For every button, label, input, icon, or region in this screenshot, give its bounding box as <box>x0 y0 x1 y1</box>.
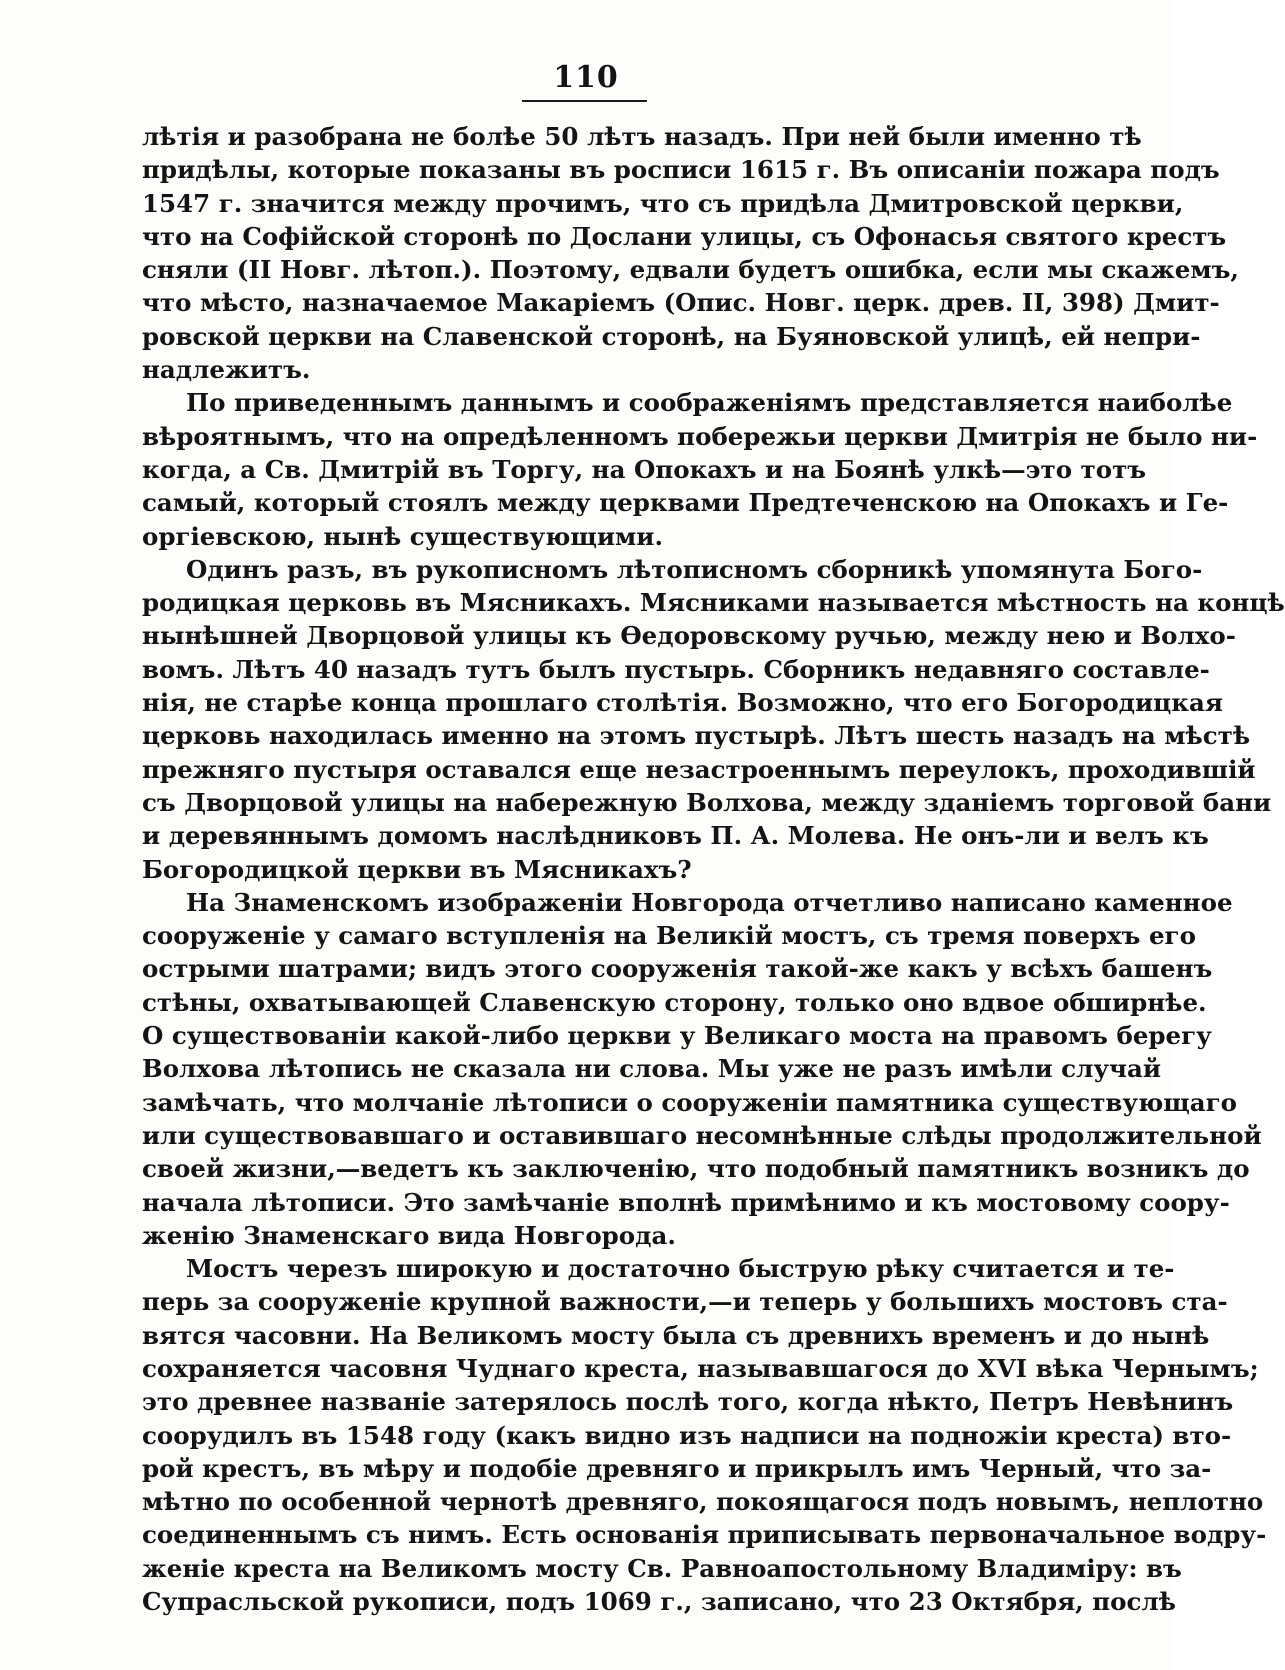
text-line: что на Софійской сторонѣ по Дослани улицы, съ Офонасья святого крестъ <box>142 221 1227 251</box>
text-line: оргіевскою, нынѣ существующими. <box>142 521 664 551</box>
text-line: это древнее названіе затерялось послѣ того, когда нѣкто, Петръ Невѣнинъ <box>142 1387 1234 1417</box>
text-line: самый, который стоялъ между церквами Предтеченскою на Опокахъ и Ге- <box>142 488 1229 518</box>
text-line: съ Дворцовой улицы на набережную Волхова, между зданіемъ торговой бани <box>142 787 1272 817</box>
text-line: Богородицкой церкви въ Мясникахъ? <box>142 854 692 884</box>
text-line: Супрасльской рукописи, подъ 1069 г., записано, что 23 Октября, послѣ <box>142 1587 1176 1617</box>
text-line: стѣны, охватывающей Славенскую сторону, только оно вдвое обширнѣе. <box>142 987 1207 1017</box>
text-line: родицкая церковь въ Мясникахъ. Мясниками называется мѣстность на концѣ <box>142 588 1285 618</box>
text-line: сняли (II Новг. лѣтоп.). Поэтому, едвали будетъ ошибка, если мы скажемъ, <box>142 255 1239 285</box>
page-number: 110 <box>553 60 619 95</box>
text-line: вятся часовни. На Великомъ мосту была съ древнихъ временъ и до нынѣ <box>142 1320 1210 1350</box>
text-line: На Знаменскомъ изображеніи Новгорода отчетливо написано каменное <box>186 887 1233 917</box>
text-line: что мѣсто, назначаемое Макаріемъ (Опис. Новг. церк. древ. II, 398) Дмит- <box>142 288 1220 318</box>
text-line: 1547 г. значится между прочимъ, что съ придѣла Дмитровской церкви, <box>142 188 1184 218</box>
text-line: Одинъ разъ, въ рукописномъ лѣтописномъ сборникѣ упомянута Бого- <box>186 554 1203 584</box>
text-line: рой крестъ, въ мѣру и подобіе древняго и прикрылъ имъ Черный, что за- <box>142 1453 1212 1483</box>
text-line: мѣтно по особенной чернотѣ древняго, покоящагося подъ новымъ, неплотно <box>142 1487 1264 1517</box>
text-line: и деревяннымъ домомъ наслѣдниковъ П. А. Молева. Не онъ-ли и велъ къ <box>142 821 1209 851</box>
text-line: нынѣшней Дворцовой улицы къ Ѳедоровскому ручью, между нею и Волхо- <box>142 621 1236 651</box>
text-line: острыми шатрами; видъ этого сооруженія такой-же какъ у всѣхъ башенъ <box>142 954 1213 984</box>
paragraph <box>142 120 1239 386</box>
text-line: Мостъ черезъ широкую и достаточно быструю рѣку считается и те- <box>186 1254 1175 1284</box>
text-line: О существованіи какой-либо церкви у Великаго моста на правомъ берегу <box>142 1021 1212 1051</box>
text-line: женію Знаменскаго вида Новгорода. <box>142 1220 676 1250</box>
text-line: сохраняется часовня Чуднаго креста, называвшагося до XVI вѣка Чернымъ; <box>142 1353 1259 1383</box>
text-line: своей жизни,—ведетъ къ заключенію, что подобный памятникъ возникъ до <box>142 1154 1250 1184</box>
text-line: вѣроятнымъ, что на опредѣленномъ побережьи церкви Дмитрія не было ни- <box>142 421 1258 451</box>
text-line: надлежитъ. <box>142 355 311 385</box>
text-line: соорудилъ въ 1548 году (какъ видно изъ надписи на подножіи креста) вто- <box>142 1420 1232 1450</box>
text-line: начала лѣтописи. Это замѣчаніе вполнѣ примѣнимо и къ мостовому соору- <box>142 1187 1230 1217</box>
text-line: сооруженіе у самаго вступленія на Великій мостъ, съ тремя поверхъ его <box>142 921 1196 951</box>
text-line: По приведеннымъ даннымъ и соображеніямъ представляется наиболѣе <box>186 388 1233 418</box>
paragraph <box>142 553 1285 886</box>
body-text <box>142 120 1285 1618</box>
text-line: женіе креста на Великомъ мосту Св. Равноапостольному Владиміру: въ <box>142 1553 1182 1583</box>
text-line: нія, не старѣе конца прошлаго столѣтія. Возможно, что его Богородицкая <box>142 688 1223 718</box>
text-line: когда, а Св. Дмитрій въ Торгу, на Опокахъ и на Боянѣ улкѣ—это тотъ <box>142 454 1147 484</box>
text-line: церковь находилась именно на этомъ пустырѣ. Лѣтъ шесть назадъ на мѣстѣ <box>142 721 1251 751</box>
header-rule <box>522 100 647 102</box>
text-line: Волхова лѣтопись не сказала ни слова. Мы уже не разъ имѣли случай <box>142 1054 1162 1084</box>
text-line: вомъ. Лѣтъ 40 назадъ тутъ былъ пустырь. Сборникъ недавняго составле- <box>142 654 1210 684</box>
paragraph <box>142 386 1258 552</box>
text-line: ровской церкви на Славенской сторонѣ, на Буяновской улицѣ, ей непри- <box>142 321 1201 351</box>
text-line: прежняго пустыря оставался еще незастроеннымъ переулокъ, проходившій <box>142 754 1256 784</box>
text-line: придѣлы, которые показаны въ росписи 1615 г. Въ описаніи пожара подъ <box>142 155 1220 185</box>
text-line: замѣчать, что молчаніе лѣтописи о сооруженіи памятника существующаго <box>142 1087 1237 1117</box>
paragraph <box>142 886 1262 1252</box>
paragraph <box>142 1252 1267 1618</box>
text-line: перь за сооруженіе крупной важности,—и теперь у большихъ мостовъ ста- <box>142 1287 1228 1317</box>
text-line: или существовавшаго и оставившаго несомнѣнные слѣды продолжительной <box>142 1120 1262 1150</box>
text-line: лѣтія и разобрана не болѣе 50 лѣтъ назадъ. При ней были именно тѣ <box>142 122 1142 151</box>
text-line: соединеннымъ съ нимъ. Есть основанія приписывать первоначальное водру- <box>142 1520 1267 1550</box>
